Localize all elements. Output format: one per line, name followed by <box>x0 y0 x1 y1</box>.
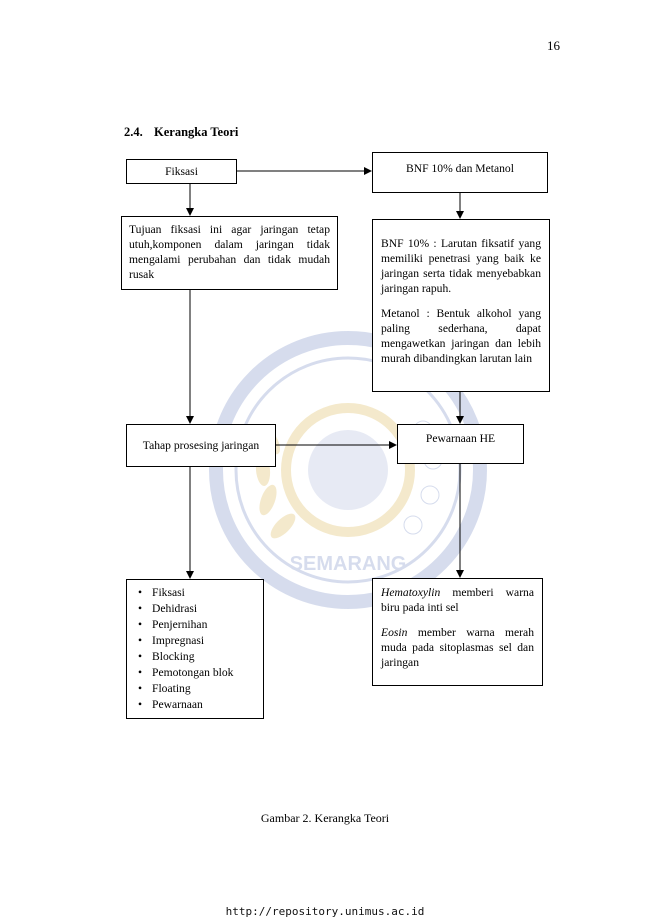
tujuan-text: Tujuan fiksasi ini agar jaringan tetap utuh,komponen dalam jaringan tidak mengalami perubahan dan tidak mudah rusak <box>129 223 330 282</box>
box-tujuan-fiksasi <box>121 216 338 290</box>
figure-caption: Gambar 2. Kerangka Teori <box>260 811 390 825</box>
eosin-text: member warna merah muda pada sitoplasmas sel dan jaringan <box>381 626 534 670</box>
list-item: • Dehidrasi <box>135 601 255 617</box>
box-pewarnaan-he <box>397 424 524 464</box>
list-item: • Pewarnaan <box>135 697 255 713</box>
watermark-text: SEMARANG <box>289 553 407 575</box>
list-item: • Blocking <box>135 649 255 665</box>
box-bnf-metanol <box>372 152 548 193</box>
hematoxylin-text: memberi warna biru pada inti sel <box>381 586 534 615</box>
box-tahap-prosesing <box>126 424 276 467</box>
page-number: 16 <box>547 38 560 53</box>
bnf-description: BNF 10% : Larutan fiksatif yang memiliki penetrasi yang baik ke jaringan serta tidak menyebabkan jaringan rapuh. <box>381 237 541 296</box>
box-tahap-label: Tahap prosesing jaringan <box>142 438 260 452</box>
section-number: 2.4. <box>124 125 143 139</box>
box-fiksasi <box>126 159 237 184</box>
list-item: • Floating <box>135 681 255 697</box>
section-title: Kerangka Teori <box>154 125 239 139</box>
eosin-description <box>381 625 534 670</box>
box-bnf-metanol-description <box>372 219 550 392</box>
eosin-term: Eosin <box>381 626 408 640</box>
box-fiksasi-label: Fiksasi <box>165 164 198 178</box>
metanol-description: Metanol : Bentuk alkohol yang paling sederhana, dapat mengawetkan jaringan dan lebih murah dibandingkan larutan lain <box>381 307 541 366</box>
list-item: • Penjernihan <box>135 617 255 633</box>
footer-url[interactable]: http://repository.unimus.ac.id <box>225 905 425 918</box>
list-item: • Fiksasi <box>135 585 255 601</box>
list-item: • Impregnasi <box>135 633 255 649</box>
section-heading <box>124 125 238 140</box>
list-item: • Pemotongan blok <box>135 665 255 681</box>
box-stain-description <box>372 578 543 686</box>
processing-steps-list <box>135 585 255 713</box>
box-bnf-metanol-label: BNF 10% dan Metanol <box>406 162 514 175</box>
box-pewarnaan-label: Pewarnaan HE <box>425 432 496 445</box>
box-processing-steps <box>126 579 264 719</box>
hematoxylin-term: Hematoxylin <box>381 586 441 599</box>
hematoxylin-description <box>381 585 534 615</box>
